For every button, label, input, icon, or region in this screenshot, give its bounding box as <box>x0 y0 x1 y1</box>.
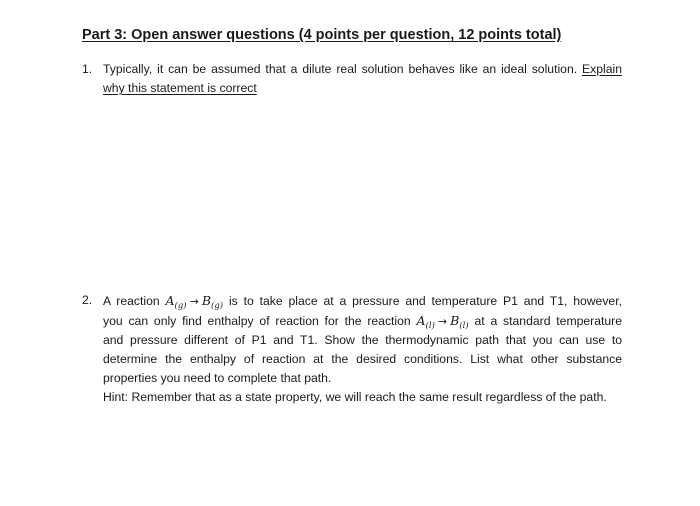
question-1-text: Typically, it can be assumed that a dilute real solution behaves like an ideal solution. <box>103 62 578 76</box>
liquid-reaction-arrow: → <box>437 315 448 328</box>
gas-product-phase: (g) <box>211 301 224 311</box>
liquid-product: B <box>450 313 460 328</box>
question-2-body <box>103 291 622 407</box>
question-1-explain: Explain <box>582 62 622 76</box>
question-2-line-3: and pressure different of P1 and T1. Show the thermodynamic path that you can use to <box>103 333 622 347</box>
section-heading: Part 3: Open answer questions (4 points per question, 12 points total) <box>82 27 562 43</box>
gas-reaction-equation <box>165 293 224 311</box>
question-2-line-1-end: is to take place at a pressure and temperature P1 and T1, however, <box>228 294 622 308</box>
question-2-hint: Hint: Remember that as a state property, we will reach the same result regardless of the path. <box>103 390 607 404</box>
question-1-line-2: why this statement is correct <box>103 81 257 95</box>
question-2 <box>82 291 622 407</box>
gas-product: B <box>201 293 212 308</box>
gas-reactant-phase: (g) <box>174 301 187 311</box>
liquid-reaction-equation <box>416 313 469 331</box>
question-1-body <box>103 60 622 98</box>
gas-reaction-arrow: → <box>189 295 199 308</box>
question-2-line-1-start: A reaction <box>103 294 160 308</box>
liquid-reactant: A <box>416 313 426 328</box>
gas-reactant: A <box>165 293 175 308</box>
question-1 <box>82 60 622 98</box>
question-2-line-5: properties you need to complete that path. <box>103 371 332 385</box>
question-2-line-2-start: you can only find enthalpy of reaction for the reaction <box>103 314 411 328</box>
question-2-line-2 <box>103 311 622 331</box>
question-2-line-1 <box>103 291 622 311</box>
question-2-line-2-end: at a standard temperature <box>474 314 622 328</box>
question-1-line-1 <box>103 60 622 79</box>
question-1-number: 1. <box>82 62 93 76</box>
liquid-reactant-phase: (l) <box>425 321 435 331</box>
liquid-product-phase: (l) <box>459 321 469 331</box>
question-2-number: 2. <box>82 293 93 307</box>
question-2-line-4: determine the enthalpy of reaction at the desired conditions. List what other substance <box>103 352 622 366</box>
